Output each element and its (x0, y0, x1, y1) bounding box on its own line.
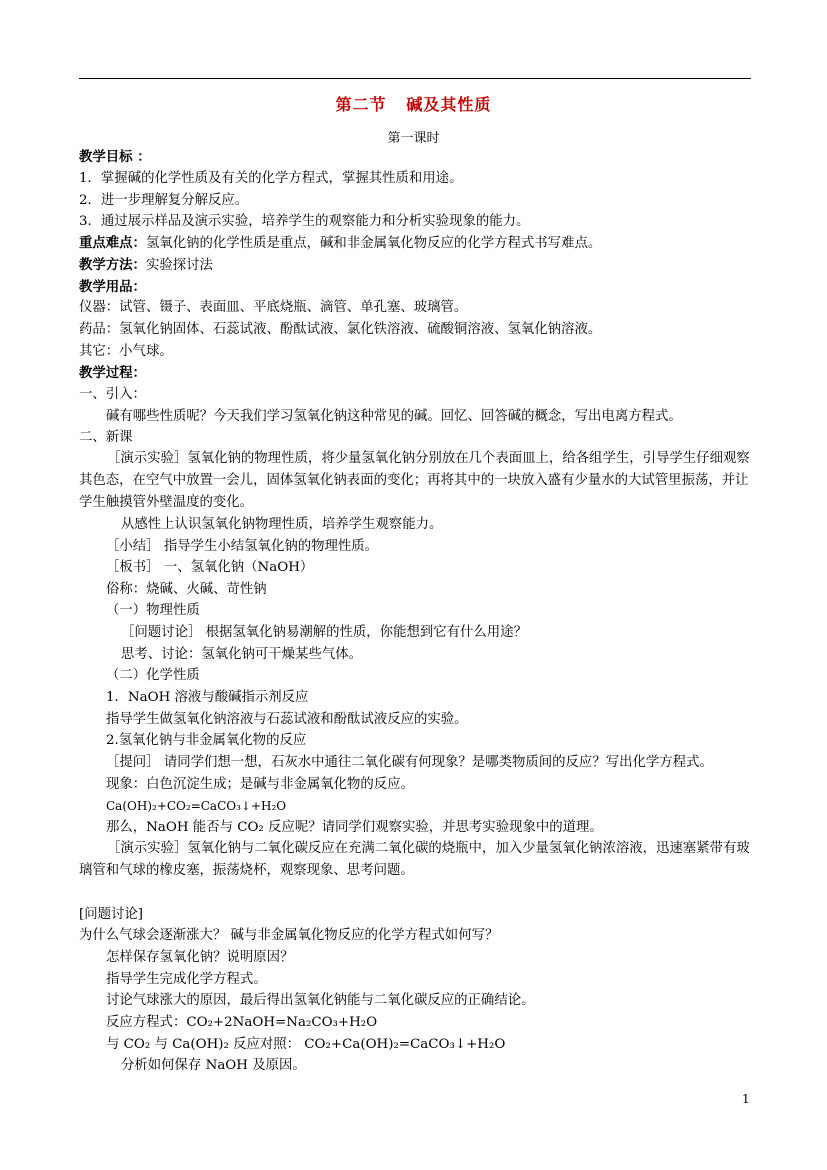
header-rule (79, 78, 751, 79)
method-line (79, 256, 213, 275)
intro-text: 碱有哪些性质呢？今天我们学习氢氧化钠这种常见的碱。回忆、回答碱的概念，写出电离方程式。 (106, 409, 682, 424)
others-line: 其它：小气球。 (79, 344, 173, 359)
physical-heading: （一）物理性质 (106, 603, 200, 618)
supplies-heading: 教学用品： (79, 279, 146, 295)
question-line: ［提问］ 请同学们想一想，石灰水中通往二氧化碳有何现象？是哪类物质间的反应？写出化学方程式。 (106, 755, 713, 770)
instruments-line: 仪器：试管、镊子、表面皿、平底烧瓶、滴管、单孔塞、玻璃管。 (79, 300, 468, 315)
board-line: ［板书］ 一、氢氧化钠（NaOH） (106, 560, 314, 575)
new-lesson-heading: 二、新课 (79, 430, 133, 445)
keypoints-label: 重点难点： (79, 235, 146, 251)
intro-heading: 一、引入： (79, 387, 146, 402)
chemical-heading: （二）化学性质 (106, 668, 200, 683)
analyze-line: 分析如何保存 NaOH 及原因。 (121, 1058, 306, 1073)
objective-item: 3．通过展示样品及演示实验，培养学生的观察能力和分析实验现象的能力。 (79, 214, 530, 229)
guide-equation-line: 指导学生完成化学方程式。 (106, 972, 267, 987)
method-text: 实验探讨法 (145, 258, 213, 273)
page-title: 第二节 碱及其性质 (335, 95, 492, 114)
summary-line: ［小结］ 指导学生小结氢氧化钠的物理性质。 (106, 539, 379, 554)
discussion1-line: ［问题讨论］ 根据氢氧化钠易潮解的性质，你能想到它有什么用途？ (121, 625, 527, 640)
item1-heading: 1．NaOH 溶液与酸碱指示剂反应 (106, 690, 309, 705)
reagents-line: 药品：氢氧化钠固体、石蕊试液、酚酞试液、氯化铁溶液、硫酸铜溶液、氢氧化钠溶液。 (79, 322, 602, 337)
equation3-line: 与 CO₂ 与 Ca(OH)₂ 反应对照： CO₂+Ca(OH)₂=CaCO₃↓+H₂O (106, 1037, 506, 1052)
why-balloon-line: 为什么气球会逐渐涨大？ 碱与非金属氧化物反应的化学方程式如何写？ (79, 928, 499, 943)
equation1-line: Ca(OH)₂+CO₂=CaCO₃↓+H₂O (106, 799, 287, 813)
objective-item: 1．掌握碱的化学性质及有关的化学方程式，掌握其性质和用途。 (79, 171, 463, 186)
objectives-heading: 教学目标 ： (79, 149, 151, 165)
equation2-line: 反应方程式：CO₂+2NaOH=Na₂CO₃+H₂O (106, 1015, 378, 1030)
page-subtitle: 第一课时 (387, 131, 440, 146)
objective-item: 2．进一步理解复分解反应。 (79, 193, 249, 208)
page-number: 1 (742, 1092, 750, 1106)
item1-text: 指导学生做氢氧化钠溶液与石蕊试液和酚酞试液反应的实验。 (106, 712, 468, 727)
method-label: 教学方法： (79, 257, 146, 273)
so-line: 那么，NaOH 能否与 CO₂ 反应呢？请同学们观察实验，并思考实验现象中的道理。 (106, 820, 603, 835)
demo1-paragraph: ［演示实验］氢氧化钠的物理性质，将少量氢氧化钠分别放在几个表面皿上，给各组学生，引导学生仔细观察其色态，在空气中放置一会儿，固体氢氧化钠表面的变化；再将其中的一块放入盛有少量水的大试管里振荡，并让学生触摸管外壁温度的变化。 (79, 451, 750, 510)
phenomenon-line: 现象：白色沉淀生成；是碱与非金属氧化物的反应。 (106, 777, 414, 792)
think1-line: 思考、讨论：氢氧化钠可干燥某些气体。 (121, 647, 363, 662)
how-store-line: 怎样保存氢氧化钠？说明原因？ (106, 950, 294, 965)
keypoints-line (79, 234, 601, 253)
perception-line: 从感性上认识氢氧化钠物理性质，培养学生观察能力。 (121, 517, 443, 532)
process-heading: 教学过程： (79, 365, 146, 381)
discuss-balloon-line: 讨论气球涨大的原因，最后得出氢氧化钠能与二氧化碳反应的正确结论。 (106, 993, 535, 1008)
common-names-line: 俗称：烧碱、火碱、苛性钠 (106, 582, 267, 597)
keypoints-text: 氢氧化钠的化学性质是重点，碱和非金属氧化物反应的化学方程式书写难点。 (145, 236, 602, 251)
discussion2-heading: [问题讨论] (79, 907, 144, 922)
item2-heading: 2.氢氧化钠与非金属氧化物的反应 (106, 733, 307, 748)
demo2-paragraph: ［演示实验］氢氧化钠与二氧化碳反应在充满二氧化碳的烧瓶中，加入少量氢氧化钠浓溶液，迅速塞紧带有玻璃管和气球的橡皮塞，振荡烧杯，观察现象、思考问题。 (79, 841, 750, 878)
